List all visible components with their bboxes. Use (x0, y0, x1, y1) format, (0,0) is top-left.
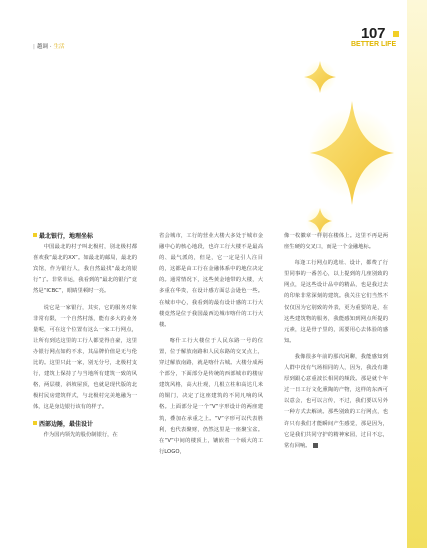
sparkles-icon (290, 55, 400, 245)
section-separator-icon: | (33, 44, 35, 50)
section-subname: 生活 (53, 44, 65, 50)
end-mark-icon (313, 443, 318, 448)
section-label: | 越调 · 生活 (33, 44, 65, 50)
text-column-3 (284, 231, 388, 452)
text-column-1 (33, 231, 137, 441)
paragraph: 像一枚徽章一样别在楼体上。这里不再是两座生硬的交叉口，而是一个金融地标。 (284, 233, 388, 251)
page-number-square-icon (393, 31, 399, 37)
paragraph: 喀什工行大楼位于人民东路一号的位置，位于解放南路和人民东路的交叉点上，穿过解放南路，就是喀什古城。大楼分成两个部分，下面部分是传统的西部城市的楼房建筑风格，高大壮观，几根立柱和高达几米的铜门，决定了这座建筑的不同凡响的风格。上面部分是一个“V”字形设计的两座建筑，叠加在承重之上。“V”字形可以代表胜利，也代表聚财，仍然这里是一座聚宝盆。在“V”中间的楼顶上，镶嵌着一个硕大的工行LOGO， (159, 337, 263, 455)
paragraph: 每逢工行网点的选址、设计，都费了行里同事的一番苦心，以上提到的几座别致的网点，是这些设计品中的精品，也是我过去的印象非常深刻的建筑。我关注它们当然不仅仅因为它别致的外表，更为重要的是，在这些建筑物的服务，我能感知到网点所提的元素，这是骨子里的，需要用心去体验的感知。 (284, 260, 388, 344)
paragraph: 说它是一家银行，其实，它的服务对象非常有限，一个自然村落，能有多大的业务量呢，可在这个位置有这么一家工行网点，让所有到达这里的工行人都觉得自豪，这里办银行网点如约不求，其品牌价值是无与伦比的。这里只此一家，别无分号，北极村支行，建筑上保持了与当地所有建筑一致的风格，两层楼，斜坡屋顶，也就是现代版的北极村民房建筑样式，与北极村完美地融为一体，这是身边银行该有的样子。 (33, 304, 137, 411)
subheading-northernmost-bank: 最北银行，地理坐标 (33, 231, 137, 242)
heading-marker-icon (33, 421, 37, 425)
yellow-edge-strip (407, 0, 427, 548)
paragraph: 省会城市，工行的营业大楼大多处于城市金融中心的核心地段，也许工行大楼不是最高的、最气派的，但是，它一定是引人注目的，这都是由工行在金融体系中的地位决定的。通常情况下，这些黄金地带的大楼，大多重在华贵，在设计感方面总会逊色一些。在城市中心，我看到的最有设计感的工行大楼竟然是位于我国最西边城市喀什的工行大楼。 (159, 233, 263, 328)
heading-marker-icon (33, 233, 37, 237)
paragraph: 中国最北的村子叫北极村，别北极村都喜欢我“最北的XX”。如最北的邮局，最北的宾馆，作为银行人，我自然最找“最北的银行”了。非常幸运，我看到的“最北的银行”竟然是“ICBC”，眼睛里顿时一亮。 (33, 244, 137, 295)
subheading-western-border: 西部边陲，最佳设计 (33, 419, 137, 430)
paragraph-last: 我像很多年前的那次闲聊，我能感知到人群中没有气场相同的人，因为，我没有雄厚到跟心意重波长相同的频段。那是就个年过一日工行文化熏陶的产物，这样的东西可以意会，也可以言传，不过，我们要以另外一种方式去解读。那些别致的工行网点，也许只有我们才能瞬间产生感觉，那是因为，它是我们共同守护的精神家园，过目不忘，常有回响。 (284, 353, 388, 449)
page-number: 107 (361, 25, 386, 42)
paragraph: 作为国内领先的股份制银行，在 (43, 431, 118, 438)
text-column-2 (159, 231, 263, 458)
magazine-name: BETTER LIFE (351, 41, 397, 48)
section-name: 越调 (36, 44, 49, 50)
